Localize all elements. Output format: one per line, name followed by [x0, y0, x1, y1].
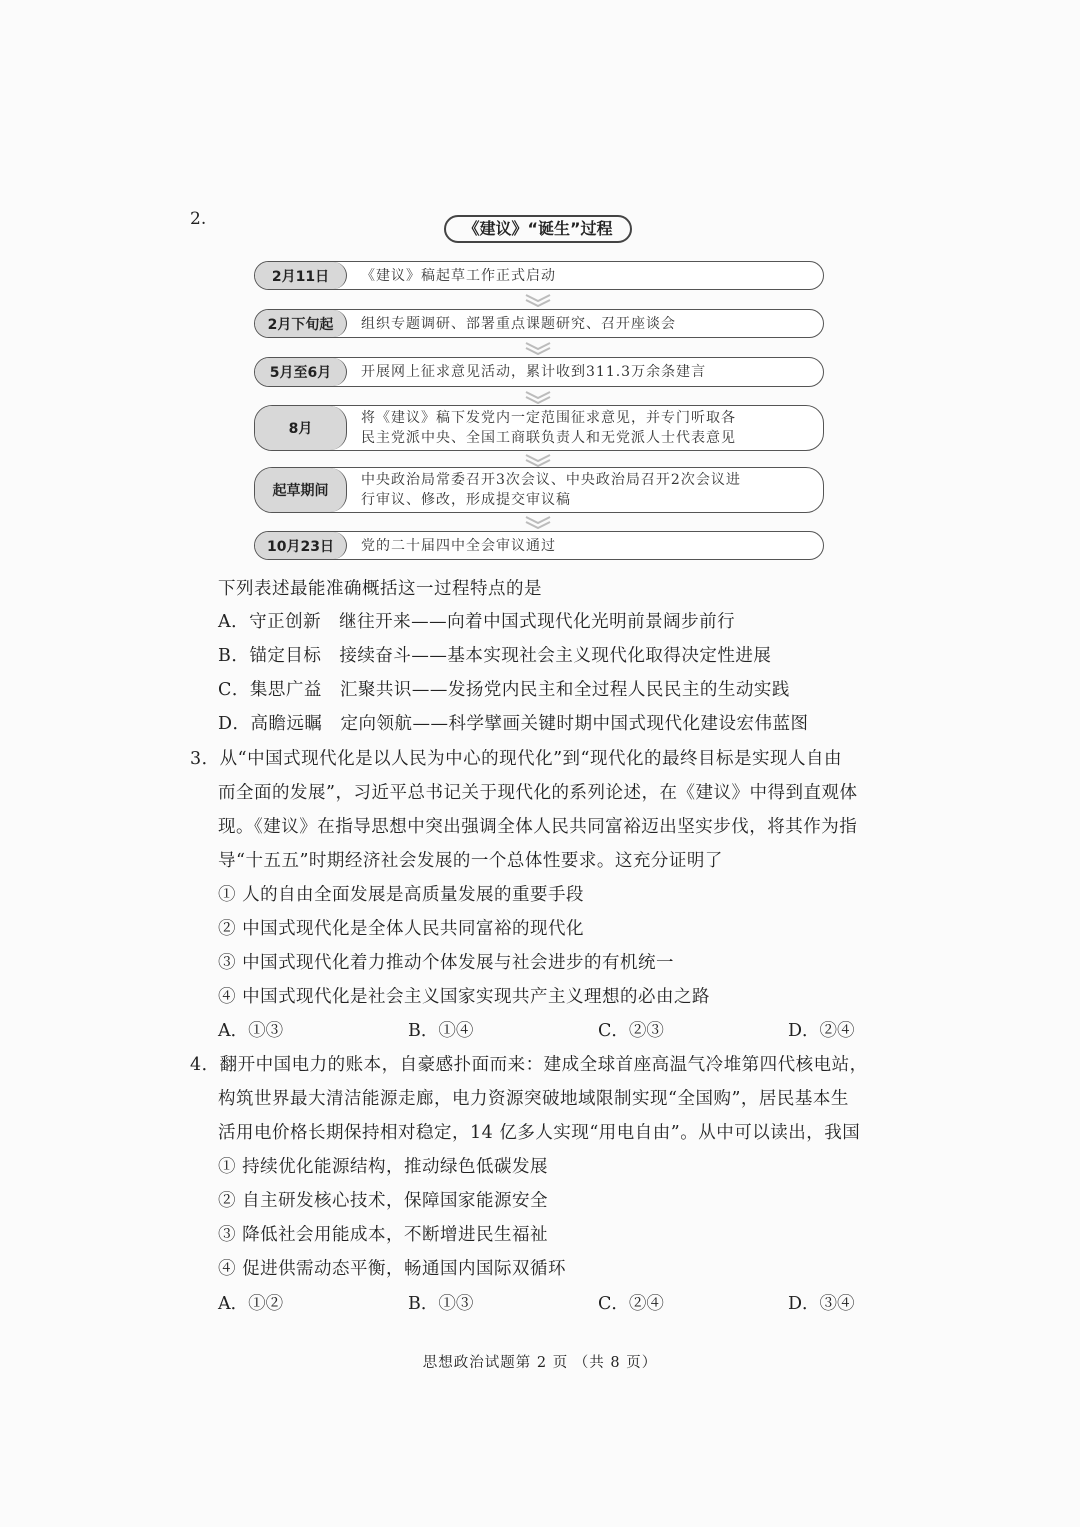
question-3-choice-a: A．①③ — [218, 1021, 284, 1041]
question-4-line-3: 活用电价格长期保持相对稳定，14 亿多人实现“用电自由”。从中可以读出，我国 — [218, 1123, 861, 1143]
question-3-line-4: 导“十五五”时期经济社会发展的一个总体性要求。这充分证明了 — [218, 851, 723, 871]
question-3-choice-c: C．②③ — [598, 1021, 664, 1041]
question-3-statement-1: ① 人的自由全面发展是高质量发展的重要手段 — [218, 885, 585, 905]
question-4-choice-c: C．②④ — [598, 1294, 664, 1314]
question-4-line-2: 构筑世界最大清洁能源走廊，电力资源突破地域限制实现“全国购”，居民基本生 — [218, 1089, 849, 1109]
step-text: 组织专题调研、部署重点课题研究、召开座谈会 — [361, 315, 676, 332]
question-3-statement-2: ② 中国式现代化是全体人民共同富裕的现代化 — [218, 919, 585, 939]
process-step-3 — [254, 357, 824, 387]
step-label: 2月下旬起 — [255, 310, 347, 337]
question-3-line-3: 现。《建议》在指导思想中突出强调全体人民共同富裕迈出坚实步伐，将其作为指 — [218, 817, 858, 837]
question-4-choice-b: B．①③ — [408, 1294, 474, 1314]
step-text: 开展网上征求意见活动，累计收到311.3万余条建言 — [361, 364, 707, 380]
step-label: 2月11日 — [255, 262, 347, 289]
process-step-4 — [254, 405, 824, 451]
question-2-option-a: A．守正创新 继往开来——向着中国式现代化光明前景阔步前行 — [218, 612, 736, 632]
step-label: 起草期间 — [255, 468, 347, 512]
question-2-option-b: B．锚定目标 接续奋斗——基本实现社会主义现代化取得决定性进展 — [218, 646, 772, 666]
question-4-statement-4: ④ 促进供需动态平衡，畅通国内国际双循环 — [218, 1259, 567, 1279]
step-text: 《建议》稿起草工作正式启动 — [361, 267, 556, 284]
step-text-line: 行审议、修改，形成提交审议稿 — [361, 492, 571, 508]
page-footer: 思想政治试题第 2 页 （共 8 页） — [422, 1355, 658, 1371]
chevron-down-icon — [524, 293, 552, 307]
chevron-down-icon — [524, 515, 552, 529]
question-4-line-1: 4．翻开中国电力的账本，自豪感扑面而来：建成全球首座高温气冷堆第四代核电站， — [190, 1055, 868, 1075]
question-2-option-d: D．高瞻远瞩 定向领航——科学擘画关键时期中国式现代化建设宏伟蓝图 — [218, 714, 809, 734]
question-4-statement-2: ② 自主研发核心技术，保障国家能源安全 — [218, 1191, 549, 1211]
process-step-2 — [254, 309, 824, 338]
process-step-5 — [254, 467, 824, 513]
question-2-option-c: C．集思广益 汇聚共识——发扬党内民主和全过程人民民主的生动实践 — [218, 680, 790, 700]
step-text: 党的二十届四中全会审议通过 — [361, 537, 556, 554]
question-2-number: 2. — [190, 209, 207, 229]
question-3-choice-d: D．②④ — [788, 1021, 855, 1041]
step-text-line: 中央政治局常委召开3次会议、中央政治局召开2次会议进 — [361, 472, 741, 488]
question-2-stem: 下列表述最能准确概括这一过程特点的是 — [218, 579, 542, 599]
step-text — [361, 468, 803, 512]
step-label: 5月至6月 — [255, 358, 347, 386]
diagram-title: 《建议》“诞生”过程 — [444, 215, 632, 243]
step-label: 8月 — [255, 406, 347, 450]
process-step-6 — [254, 531, 824, 560]
question-3-line-1: 3．从“中国式现代化是以人民为中心的现代化”到“现代化的最终目标是实现人自由 — [190, 749, 842, 769]
question-3-statement-4: ④ 中国式现代化是社会主义国家实现共产主义理想的必由之路 — [218, 987, 711, 1007]
question-3-statement-3: ③ 中国式现代化着力推动个体发展与社会进步的有机统一 — [218, 953, 675, 973]
question-3-choice-b: B．①④ — [408, 1021, 474, 1041]
chevron-down-icon — [524, 341, 552, 355]
step-text-line: 将《建议》稿下发党内一定范围征求意见，并专门听取各 — [361, 410, 736, 426]
question-4-statement-3: ③ 降低社会用能成本，不断增进民生福祉 — [218, 1225, 549, 1245]
question-4-choice-d: D．③④ — [788, 1294, 855, 1314]
question-4-choice-a: A．①② — [218, 1294, 284, 1314]
step-text-line: 民主党派中央、全国工商联负责人和无党派人士代表意见 — [361, 430, 736, 446]
chevron-down-icon — [524, 453, 552, 467]
question-3-line-2: 而全面的发展”，习近平总书记关于现代化的系列论述，在《建议》中得到直观体 — [218, 783, 858, 803]
chevron-down-icon — [524, 390, 552, 404]
step-text — [361, 406, 803, 450]
question-4-statement-1: ① 持续优化能源结构，推动绿色低碳发展 — [218, 1157, 549, 1177]
process-step-1 — [254, 261, 824, 290]
step-label: 10月23日 — [255, 532, 347, 559]
